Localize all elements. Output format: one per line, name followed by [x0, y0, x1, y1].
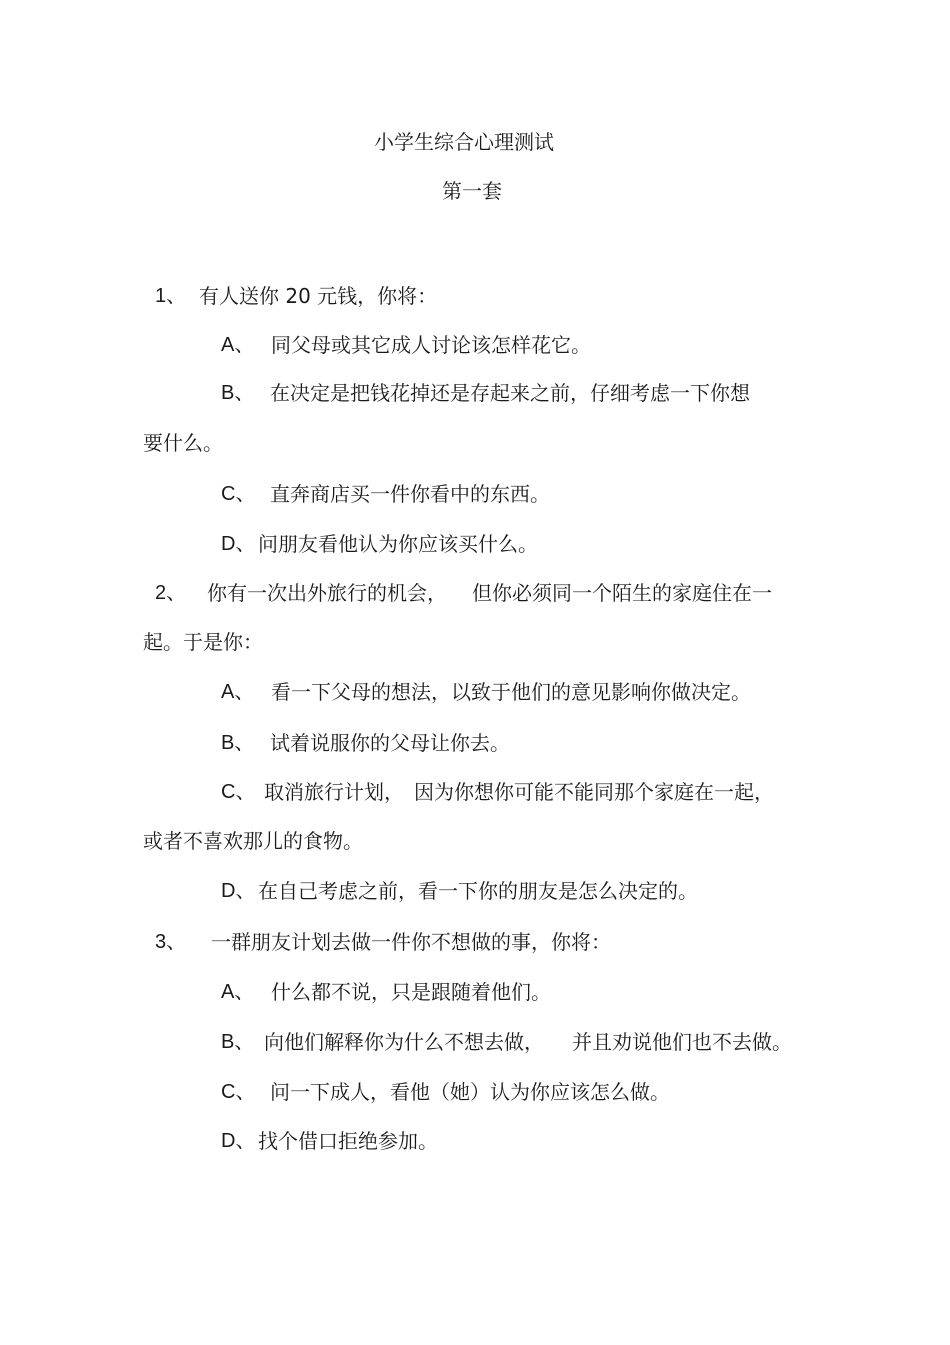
option-text: 问一下成人，看他（她）认为你应该怎么做。 — [270, 1080, 670, 1104]
option-letter: A、 — [221, 681, 255, 703]
option-text: 在自己考虑之前，看一下你的朋友是怎么决定的。 — [258, 879, 698, 903]
question-text-part2: 但你必须同一个陌生的家庭住在一 — [472, 581, 772, 605]
option-letter: D、 — [221, 880, 256, 902]
option-text: 找个借口拒绝参加。 — [258, 1129, 438, 1153]
option-letter: A、 — [221, 981, 255, 1003]
question-text-continuation: 起。于是你： — [143, 630, 263, 654]
option-letter: B、 — [221, 1031, 255, 1053]
option-letter: D、 — [221, 533, 256, 555]
option-letter: C、 — [221, 781, 256, 803]
option-text-continuation: 要什么。 — [143, 431, 223, 455]
option-letter: B、 — [221, 382, 255, 404]
question-number: 2、 — [155, 582, 187, 604]
option-text: 取消旅行计划， — [264, 780, 404, 804]
option-text: 试着说服你的父母让你去。 — [270, 731, 510, 755]
question-text: 有人送你 20 元钱，你将： — [199, 284, 438, 308]
question-number: 3、 — [155, 931, 187, 953]
option-letter: B、 — [221, 732, 255, 754]
option-text: 向他们解释你为什么不想去做， — [264, 1030, 544, 1054]
option-letter: C、 — [221, 483, 256, 505]
option-text-part2: 并且劝说他们也不去做。 — [572, 1030, 792, 1054]
option-text-continuation: 或者不喜欢那儿的食物。 — [143, 829, 363, 853]
option-text: 在决定是把钱花掉还是存起来之前，仔细考虑一下你想 — [270, 381, 750, 405]
question-text: 一群朋友计划去做一件你不想做的事，你将： — [211, 930, 611, 954]
question-text: 你有一次出外旅行的机会， — [207, 581, 447, 605]
option-text: 看一下父母的想法，以致于他们的意见影响你做决定。 — [271, 680, 751, 704]
option-text: 什么都不说，只是跟随着他们。 — [271, 980, 551, 1004]
option-text: 问朋友看他认为你应该买什么。 — [258, 532, 538, 556]
option-letter: D、 — [221, 1130, 256, 1152]
option-letter: A、 — [221, 334, 255, 356]
option-letter: C、 — [221, 1081, 256, 1103]
option-text: 同父母或其它成人讨论该怎样花它。 — [271, 333, 591, 357]
question-number: 1、 — [155, 285, 187, 307]
document-title: 小学生综合心理测试 — [374, 130, 554, 154]
option-text: 直奔商店买一件你看中的东西。 — [270, 482, 550, 506]
option-text-part2: 因为你想你可能不能同那个家庭在一起， — [414, 780, 774, 804]
document-subtitle: 第一套 — [442, 179, 502, 203]
